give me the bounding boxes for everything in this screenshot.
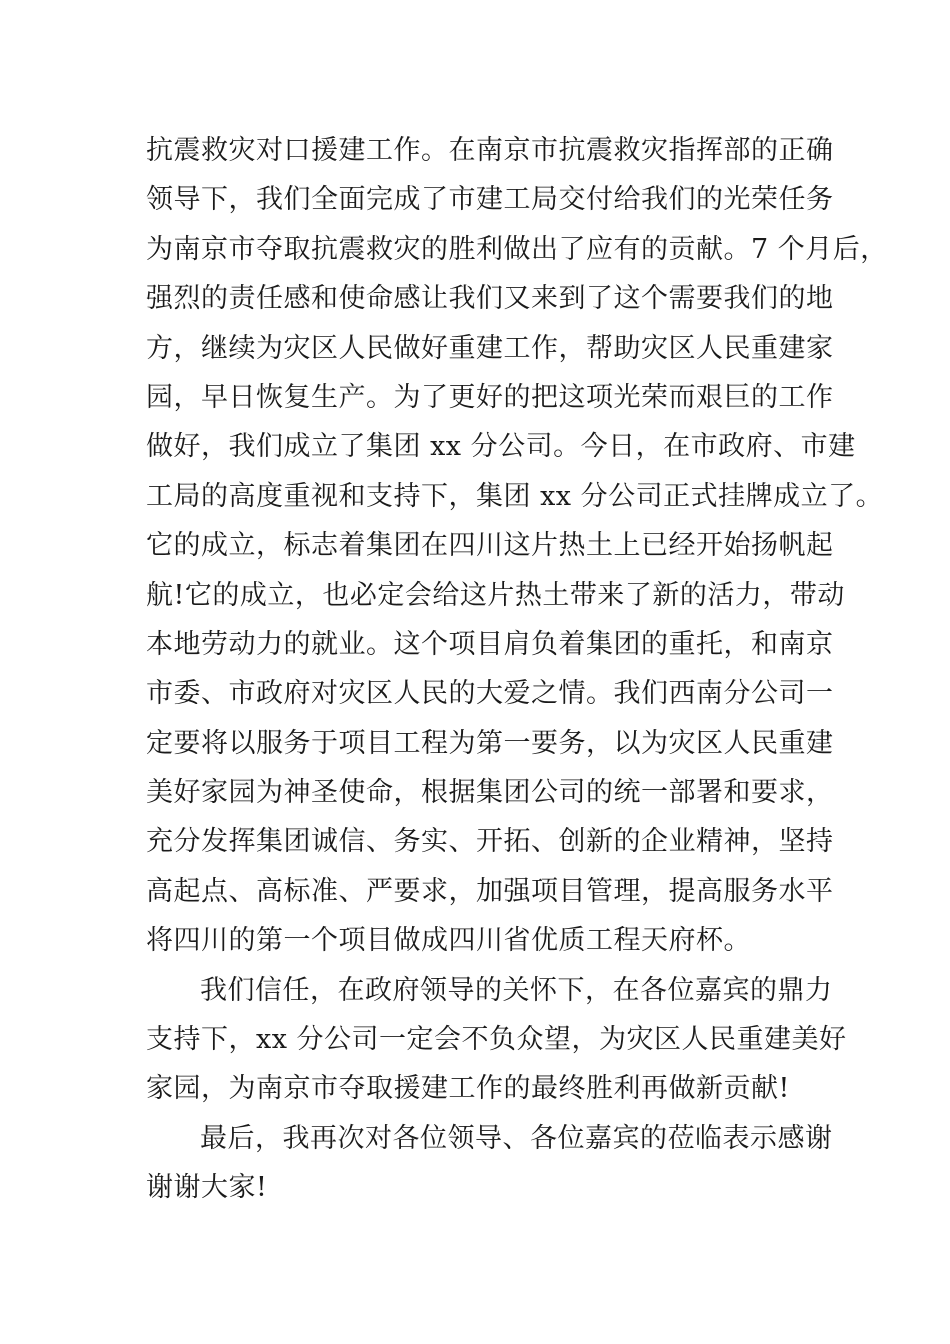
text-line-21: 最后，我再次对各位领导、各位嘉宾的莅临表示感谢 (200, 1122, 833, 1154)
text-line-2: 领导下，我们全面完成了市建工局交付给我们的光荣任务 (146, 184, 834, 216)
text-line-19: 支持下，xx 分公司一定会不负众望，为灾区人民重建美好 (146, 1024, 847, 1056)
text-line-9: 它的成立，标志着集团在四川这片热土上已经开始扬帆起 (146, 530, 834, 562)
text-line-7: 做好，我们成立了集团 xx 分公司。今日，在市政府、市建 (146, 431, 856, 463)
text-line-5: 方，继续为灾区人民做好重建工作，帮助灾区人民重建家 (146, 332, 834, 364)
text-line-11: 本地劳动力的就业。这个项目肩负着集团的重托，和南京 (146, 628, 834, 660)
text-line-4: 强烈的责任感和使命感让我们又来到了这个需要我们的地 (146, 283, 834, 315)
text-line-15: 充分发挥集团诚信、务实、开拓、创新的企业精神，坚持 (146, 826, 834, 858)
text-line-1: 抗震救灾对口援建工作。在南京市抗震救灾指挥部的正确 (146, 135, 834, 166)
document-body (146, 126, 888, 1213)
text-line-22: 谢谢大家! (146, 1172, 268, 1204)
text-line-6: 园，早日恢复生产。为了更好的把这项光荣而艰巨的工作 (146, 381, 834, 413)
text-line-12: 市委、市政府对灾区人民的大爱之情。我们西南分公司一 (146, 678, 834, 710)
text-line-10: 航!它的成立，也必定会给这片热土带来了新的活力，带动 (146, 579, 845, 611)
text-line-17: 将四川的第一个项目做成四川省优质工程天府杯。 (146, 925, 751, 957)
text-line-20: 家园，为南京市夺取援建工作的最终胜利再做新贡献! (146, 1073, 790, 1105)
text-line-8: 工局的高度重视和支持下，集团 xx 分公司正式挂牌成立了。 (146, 480, 884, 512)
text-line-3: 为南京市夺取抗震救灾的胜利做出了应有的贡献。7 个月后， (146, 233, 888, 265)
text-line-14: 美好家园为神圣使命，根据集团公司的统一部署和要求， (146, 777, 834, 809)
text-line-18: 我们信任，在政府领导的关怀下，在各位嘉宾的鼎力 (200, 974, 833, 1006)
text-line-13: 定要将以服务于项目工程为第一要务，以为灾区人民重建 (146, 727, 834, 759)
text-line-16: 高起点、高标准、严要求，加强项目管理，提高服务水平 (146, 875, 834, 907)
